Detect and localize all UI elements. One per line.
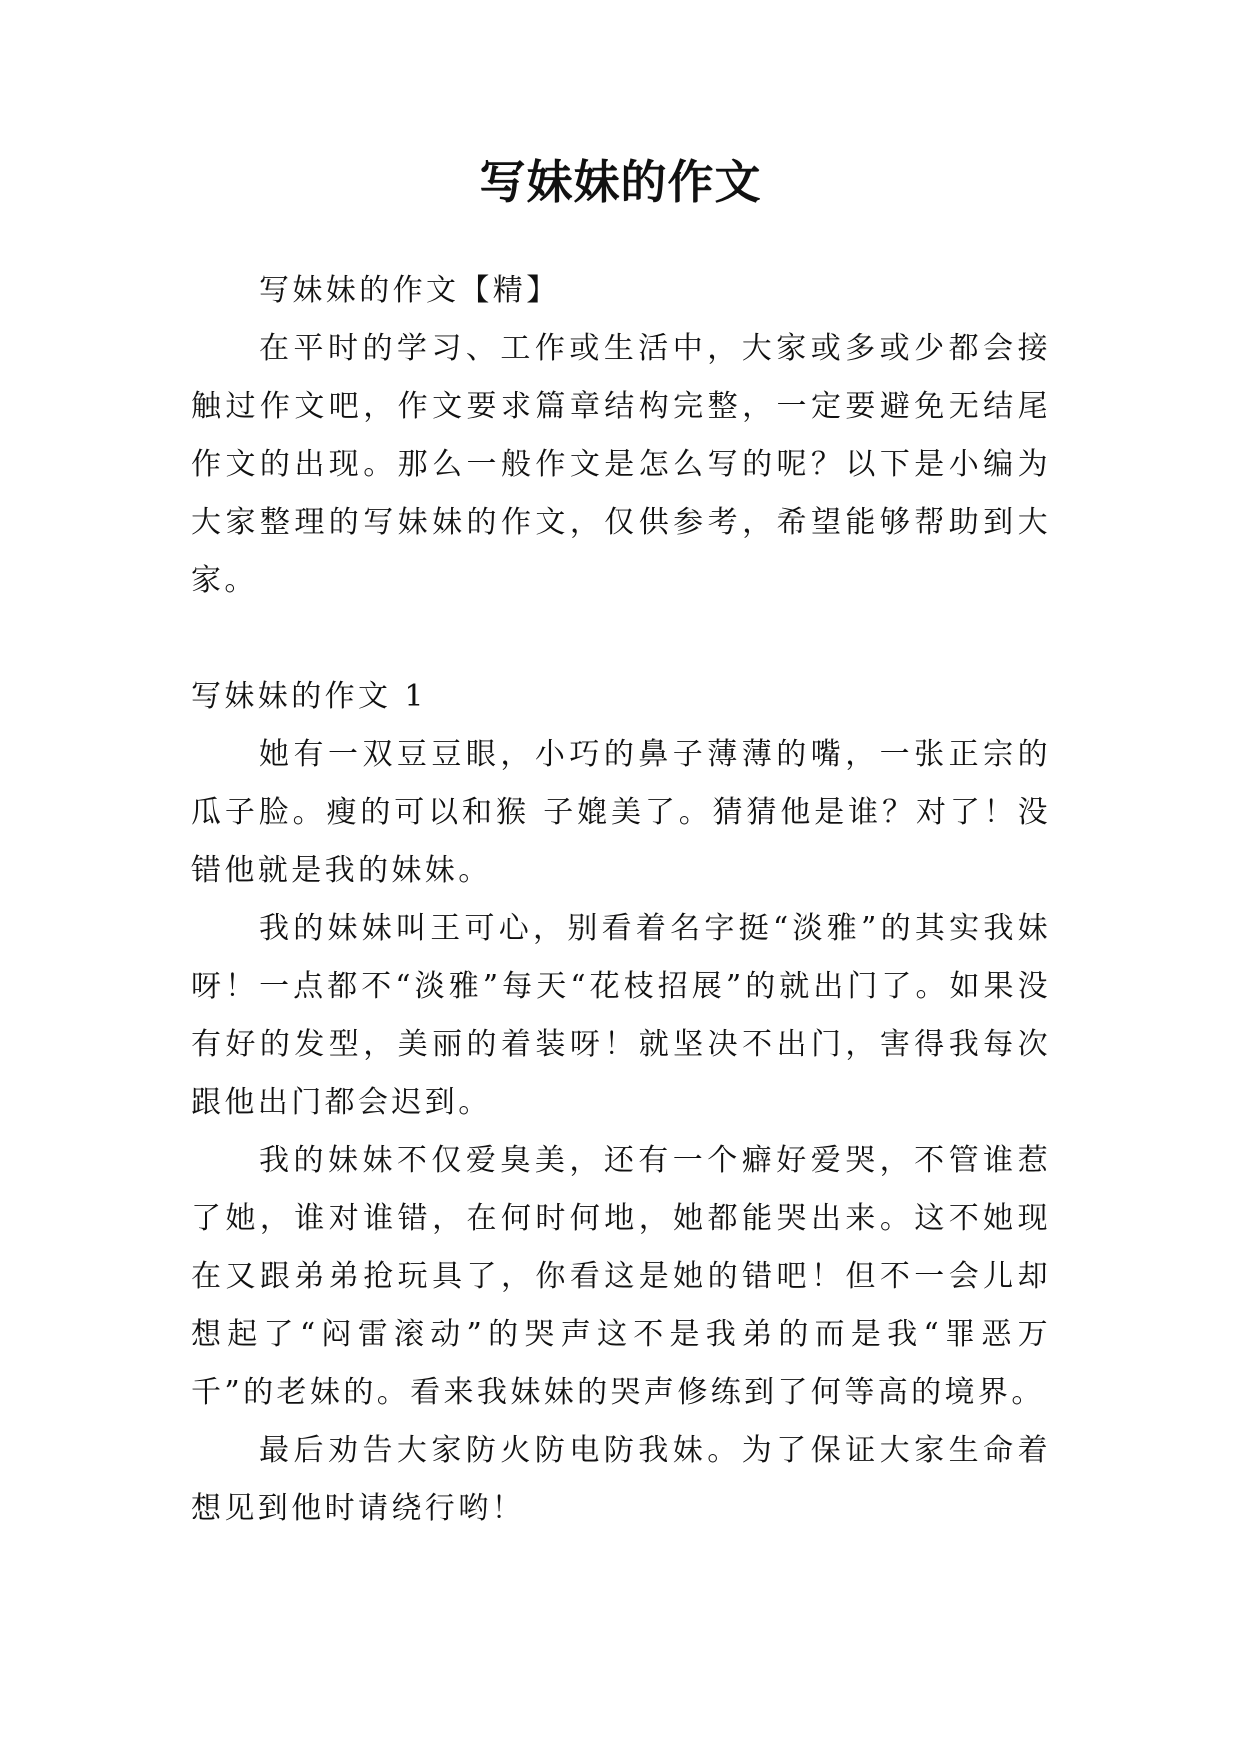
essay-paragraph: 她有一双豆豆眼，小巧的鼻子薄薄的嘴，一张正宗的瓜子脸。瘦的可以和猴 子媲美了。猜猜他是谁？对了！没错他就是我的妹妹。 (191, 737, 1051, 888)
intro-heading: 写妹妹的作文【精】 (259, 273, 560, 308)
essay-paragraph: 最后劝告大家防火防电防我妹。为了保证大家生命着想见到他时请绕行哟！ (191, 1433, 1051, 1526)
section-spacer (191, 610, 1051, 668)
document-title: 写妹妹的作文 (479, 155, 762, 209)
document-body (191, 262, 1051, 1538)
essay-heading: 写妹妹的作文 1 (191, 679, 427, 714)
essay-paragraph: 我的妹妹不仅爱臭美，还有一个癖好爱哭，不管谁惹了她，谁对谁错，在何时何地，她都能哭出来。这不她现在又跟弟弟抢玩具了，你看这是她的错吧！但不一会儿却想起了“闷雷滚动”的哭声这不是我弟的而是我“罪恶万千”的老妹的。看来我妹妹的哭声修练到了何等高的境界。 (191, 1143, 1051, 1410)
essay-paragraph: 我的妹妹叫王可心，别看着名字挺“淡雅”的其实我妹呀！一点都不“淡雅”每天“花枝招展”的就出门了。如果没有好的发型，美丽的着装呀！就坚决不出门，害得我每次跟他出门都会迟到。 (191, 911, 1051, 1120)
intro-paragraph: 在平时的学习、工作或生活中，大家或多或少都会接触过作文吧，作文要求篇章结构完整，一定要避免无结尾作文的出现。那么一般作文是怎么写的呢？以下是小编为大家整理的写妹妹的作文，仅供参考，希望能够帮助到大家。 (191, 331, 1051, 598)
